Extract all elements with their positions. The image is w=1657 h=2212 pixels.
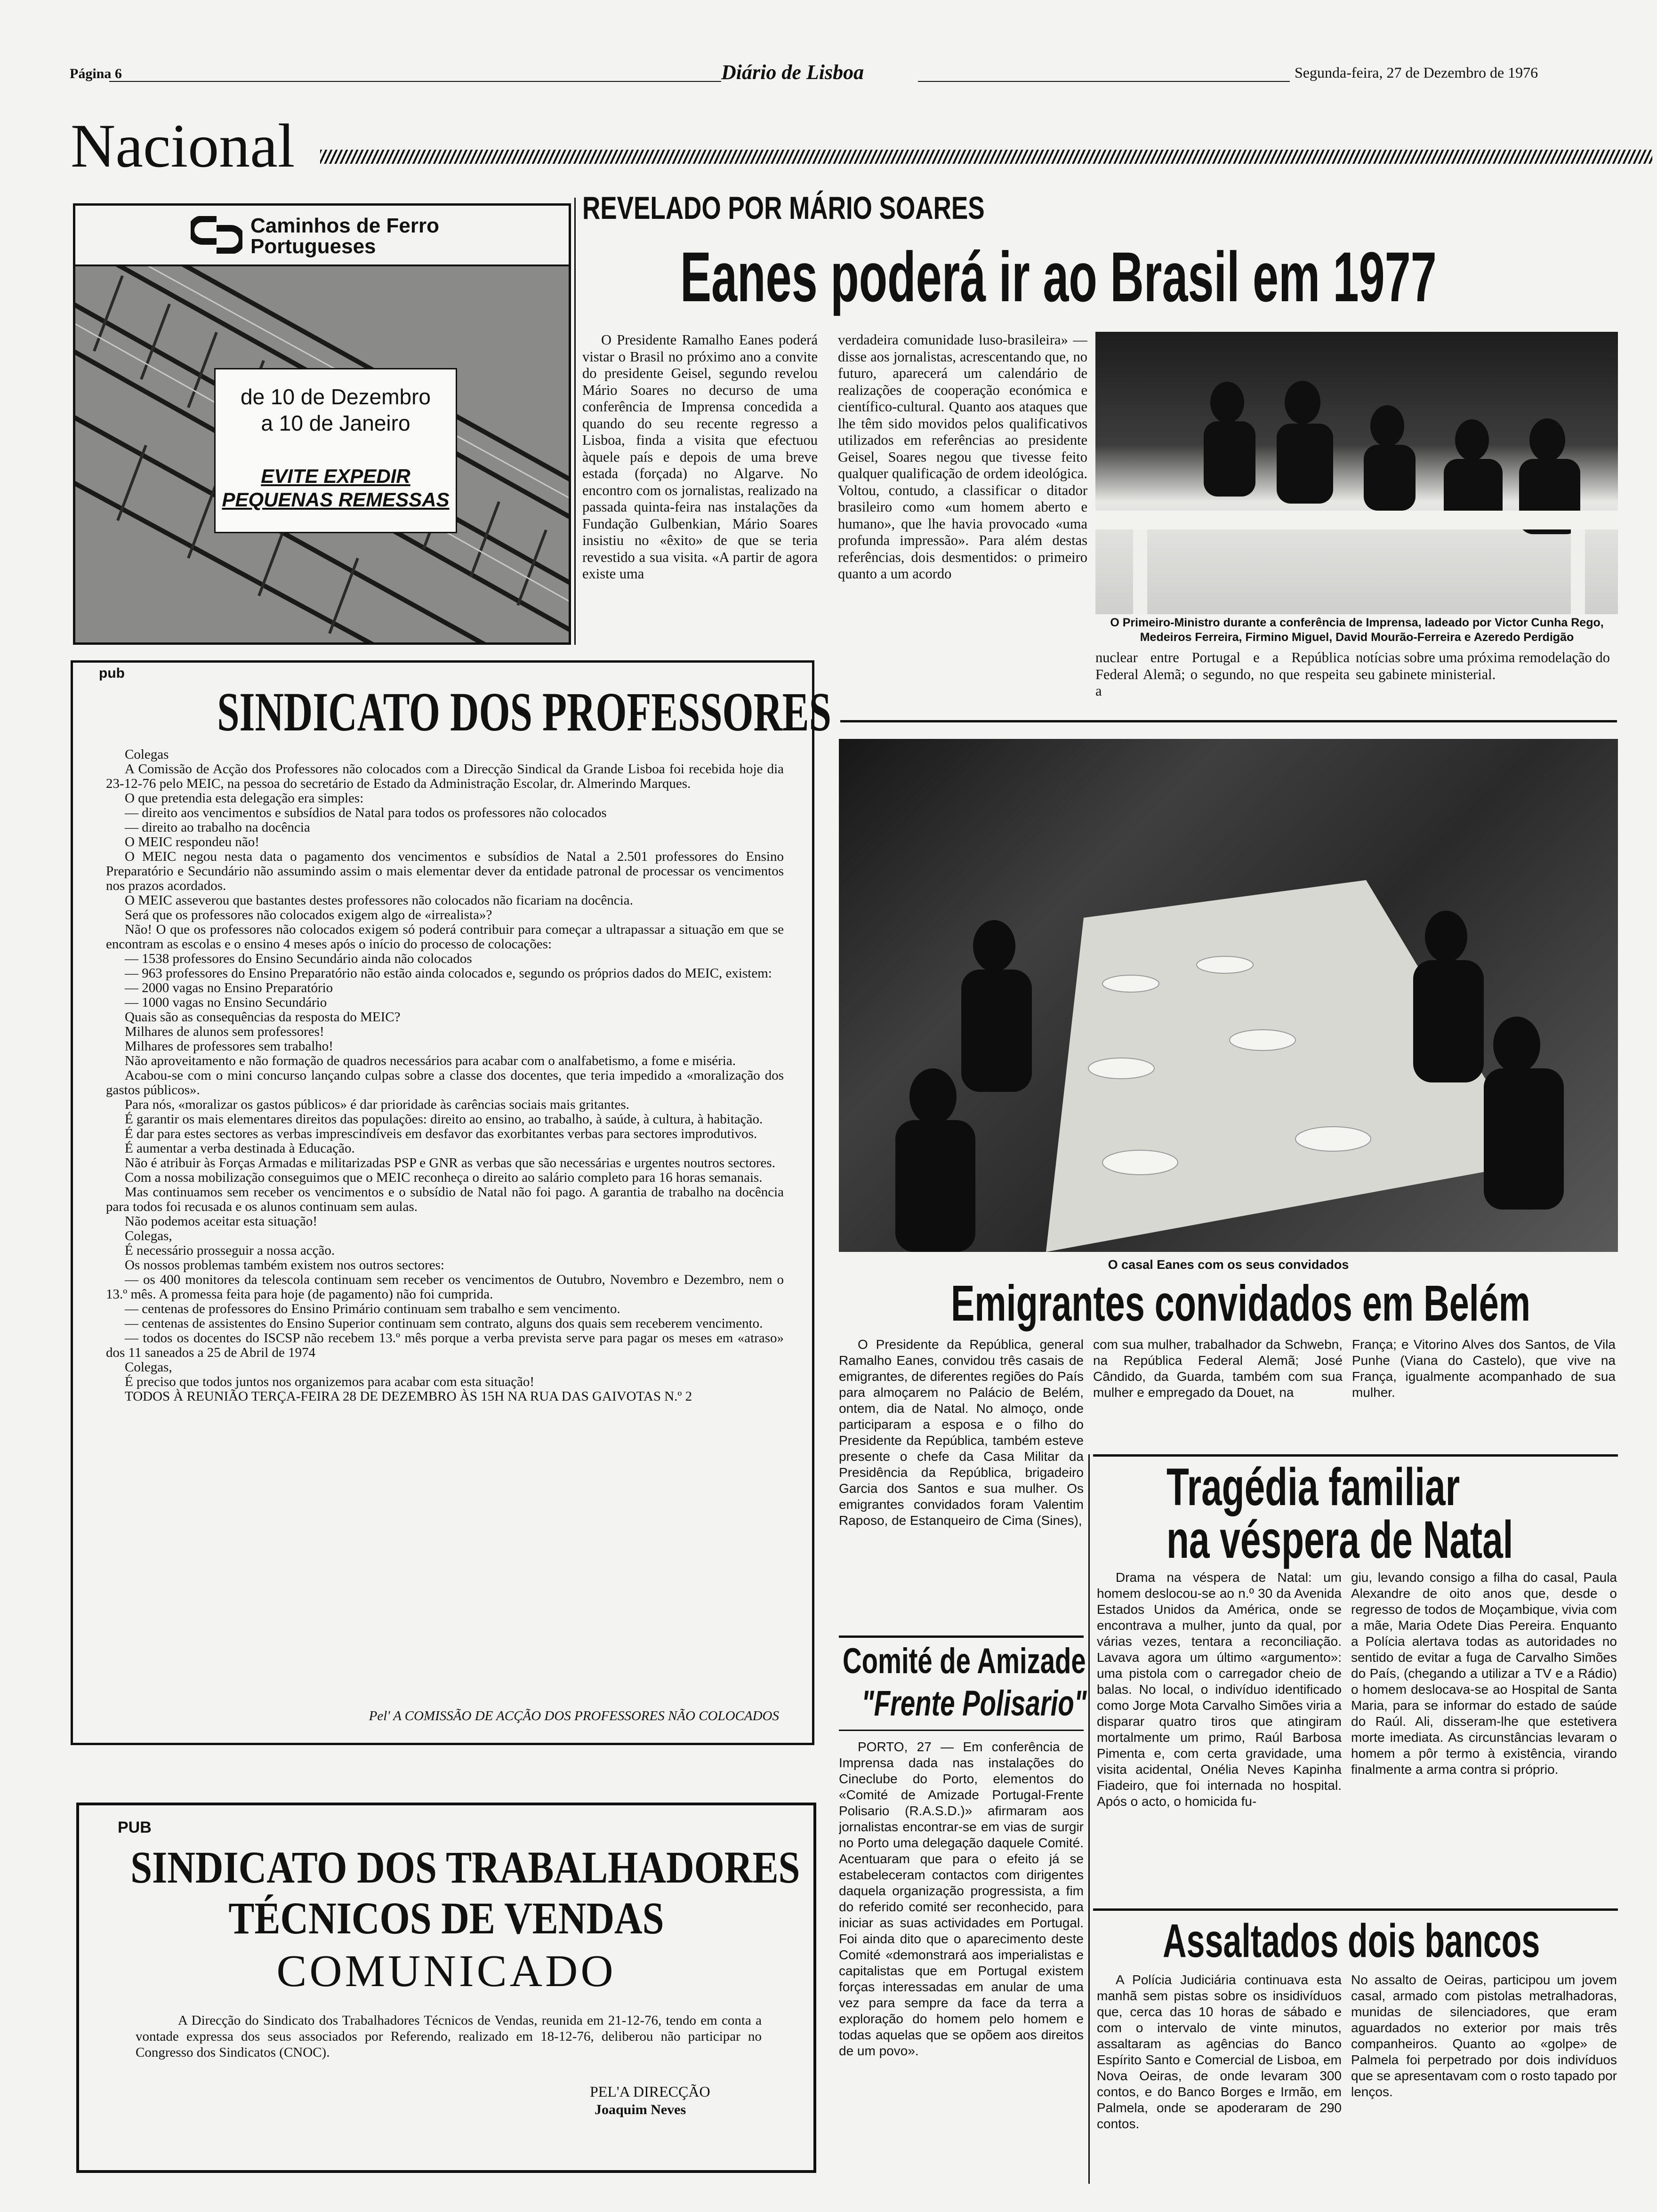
eanes-col4-text: notícias sobre uma próxima remodelação do seu gabinete ministerial.: [1356, 649, 1610, 682]
eanes-col4: [1356, 649, 1610, 701]
sp-ad-para: Colegas: [125, 747, 169, 762]
cp-brand-line1: Caminhos de Ferro: [250, 214, 439, 237]
sp-ad-para: Não! O que os professores não colocados exigem só poderá contribuir para começar a ultrapassar a situação em que se encontram as escolas e o ensino 4 meses após o início do processo de colocações:: [106, 922, 784, 952]
rule-right-3: [1093, 1908, 1618, 1911]
sp-ad-para: Não aproveitamento e não formação de quadros necessários para acabar com o analfabetismo, a fome e miséria.: [125, 1053, 736, 1068]
sp-ad-para: — 2000 vagas no Ensino Preparatório: [125, 980, 333, 995]
stv-ad-title1: SINDICATO DOS TRABALHADORES: [130, 1842, 800, 1892]
stv-ad: [76, 1803, 816, 2173]
sp-ad-para: É aumentar a verba destinada à Educação.: [125, 1141, 355, 1156]
tragedia-col1: [1097, 1570, 1342, 1897]
eanes-kicker: REVELADO POR MÁRIO SOARES: [582, 190, 985, 226]
cp-warn-line2: PEQUENAS REMESSAS: [222, 489, 450, 511]
tragedia-headline1: Tragédia familiar: [1166, 1458, 1460, 1516]
cp-dates-line2: a 10 de Janeiro: [261, 411, 410, 435]
eanes-col1: [582, 332, 818, 642]
sp-ad-para: — todos os docentes do ISCSP não recebem 13.º mês porque a verba prevista serve para pagar os meses em «atraso» dos 11 saneados a 25 de Abril de 1974: [106, 1330, 784, 1360]
sp-ad-para: O MEIC respondeu não!: [125, 834, 259, 850]
sp-ad-para: Mas continuamos sem receber os vencimentos e o subsídio de Natal não foi pago. A garantia de trabalho na docência para todos foi recusada e os alunos continuam sem aulas.: [106, 1185, 784, 1214]
sp-ad-para: É dar para estes sectores as verbas imprescindíveis em desfavor das exorbitantes verbas para sectores improdutivos.: [125, 1126, 757, 1141]
masthead: Diário de Lisboa: [721, 61, 864, 84]
polisario-headline1: Comité de Amizade: [843, 1641, 1086, 1681]
sp-ad-para: Será que os professores não colocados exigem algo de «irrealista»?: [125, 907, 492, 922]
cp-dates-line1: de 10 de Dezembro: [240, 385, 431, 409]
sp-ad-para: É garantir os mais elementares direitos das populações: direito ao ensino, ao trabalho, à saúde, à cultura, à habitação.: [125, 1112, 763, 1127]
sp-ad-para: Milhares de professores sem trabalho!: [125, 1039, 333, 1054]
sp-ad-tag: pub: [99, 665, 125, 681]
eanes-photo: [1095, 332, 1618, 614]
dinner-table-scene: [839, 739, 1618, 1252]
sp-ad-para: — os 400 monitores da telescola continuam sem receber os vencimentos de Outubro, Novembro e Dezembro, nem o 13.º mês. A promessa feita para hoje (de pagamento) não foi cumprida.: [106, 1272, 784, 1302]
cp-ad: [73, 203, 571, 645]
sp-ad-para: — centenas de professores do Ensino Primário continuam sem trabalho e sem vencimento.: [125, 1301, 620, 1316]
cp-warn-line1: EVITE EXPEDIR: [261, 465, 410, 487]
eanes-photo-caption: O Primeiro-Ministro durante a conferência de Imprensa, ladeado por Victor Cunha Rego, Medeiros Ferreira, Firmino Miguel, David Mourão-Ferreira e Azeredo Perdigão: [1110, 616, 1604, 644]
sp-ad-para: Colegas,: [125, 1360, 172, 1375]
emigrantes-col3-text: França; e Vitorino Alves dos Santos, de Vila Punhe (Viana do Castelo), que vive na França, igualmente acompanhado de sua mulher.: [1352, 1337, 1616, 1400]
assaltos-col2-text: No assalto de Oeiras, participou um jovem casal, armado com pistolas metralhadoras, munidas de silenciadores, que eram aguardados no exterior por mais três companheiros. Quanto ao «golpe» de Palmela foi perpetrado por dois indivíduos que se apresentavam com o rosto tapado por lenços.: [1351, 1972, 1617, 2099]
sp-ad-para: Com a nossa mobilização conseguimos que o MEIC reconheça o direito ao salário completo para 16 horas semanais.: [125, 1170, 763, 1185]
stv-ad-tag: PUB: [118, 1819, 152, 1836]
rule-left-2: [839, 1730, 1084, 1731]
header-rule-right: [918, 81, 1290, 82]
cp-brand-line2: Portugueses: [250, 235, 376, 258]
eanes-headline: Eanes poderá ir ao Brasil em 1977: [680, 237, 1437, 316]
sp-ad-para: O MEIC asseverou que bastantes destes professores não colocados não ficariam na docência.: [125, 893, 633, 908]
emigrantes-col3: [1352, 1337, 1616, 1450]
sp-ad-para: — direito ao trabalho na docência: [125, 820, 310, 835]
tragedia-col2: [1351, 1570, 1617, 1897]
eanes-col1-text: O Presidente Ramalho Eanes poderá vistar o Brasil no próximo ano a convite do presidente Geisel, segundo revelou Mário Soares no decurso de uma conferência de Imprensa concedida a quando do seu recente regresso a Lisboa, finda a visita que efectuou àquele país e depois de uma breve estada (forçada) no Algarve. No encontro com os jornalistas, realizado na passada quinta-feira nas instalações da Fundação Gulbenkian, Mário Soares insistiu no «êxito» de que se teria revestido a sua visita. «A partir de agora existe uma: [582, 332, 818, 582]
tragedia-col2-text: giu, levando consigo a filha do casal, Paula Alexandre de oito anos que, desde o regresso de todos de Moçambique, vivia com a mãe, Maria Odete Dias Pereira. Enquanto a Polícia alertava todas as autoridades no sentido de evitar a fuga de Carvalho Simões do País, (chegando a utilizar a TV e a Rádio) o homem deslocava-se ao Hospital de Santa Maria, para se informar do estado de saúde do Raúl. Ali, disseram-lhe que estetivera morte imediata. As circunstâncias levaram o homem a pôr termo à existência, virando finalmente a arma contra si próprio.: [1351, 1570, 1617, 1777]
rule-right-2: [1093, 1454, 1618, 1457]
eanes-col3-text: nuclear entre Portugal e a República Federal Alemã; o segundo, no que respeita a: [1095, 649, 1350, 699]
sp-ad-para: É preciso que todos juntos nos organizemos para acabar com esta situação!: [125, 1374, 534, 1389]
sp-ad-para: Quais são as consequências da resposta do MEIC?: [125, 1010, 401, 1025]
column-rule-mid: [1088, 1454, 1090, 2184]
stv-ad-sign2: Joaquim Neves: [595, 2102, 686, 2117]
eanes-col3: [1095, 649, 1350, 701]
stv-ad-sign1: PEL'A DIRECÇÃO: [590, 2083, 710, 2100]
assaltos-col1: [1097, 1972, 1342, 2188]
eanes-col2: [838, 332, 1087, 699]
sp-ad: [71, 660, 831, 1745]
section-hatch: [320, 150, 1652, 164]
sp-ad-para: Colegas,: [125, 1228, 172, 1243]
sp-ad-body: [106, 747, 784, 1404]
stv-ad-title3: COMUNICADO: [276, 1946, 616, 1996]
press-conference-figures: [1095, 332, 1618, 614]
sp-ad-para: O que pretendia esta delegação era simples:: [125, 791, 364, 806]
sp-ad-para: Para nós, «moralizar os gastos públicos» é dar prioridade às carências sociais mais gritantes.: [125, 1097, 629, 1112]
stv-ad-body: [136, 2012, 762, 2060]
sp-ad-para: Os nossos problemas também existem nos outros sectores:: [125, 1258, 444, 1273]
emigrantes-col1-text: O Presidente da República, general Ramalho Eanes, convidou três casais de emigrantes, de diferentes regiões do País para almoçarem no Palácio de Belém, ontem, dia de Natal. No almoço, onde participaram a esposa e o filho do Presidente da República, também esteve presente o chefe da Casa Militar da Presidência da República, brigadeiro Garcia dos Santos e sua mulher. Os emigrantes convidados foram Valentim Raposo, de Estanqueiro de Cima (Sines),: [839, 1337, 1084, 1528]
sp-ad-title: SINDICATO DOS PROFESSORES: [217, 681, 831, 743]
sp-ad-para: Não é atribuir às Forças Armadas e militarizadas PSP e GNR as verbas que são necessárias e urgentes noutros sectores.: [125, 1155, 775, 1170]
sp-ad-para: A Comissão de Acção dos Professores não colocados com a Direcção Sindical da Grande Lisboa foi recebida hoje dia 23-12-76 pelo MEIC, na pessoa do secretário de Estado da Administração Escolar, dr. Almerindo Marques.: [106, 761, 784, 791]
sp-ad-para: Não podemos aceitar esta situação!: [125, 1214, 318, 1229]
polisario-body: [839, 1739, 1084, 2191]
stv-ad-title2: TÉCNICOS DE VENDAS: [228, 1893, 664, 1943]
cp-logo-icon: [191, 216, 242, 254]
sp-ad-para: Milhares de alunos sem professores!: [125, 1024, 324, 1039]
polisario-headline2: "Frente Polisario": [861, 1683, 1087, 1723]
cp-dates-box: [214, 368, 457, 533]
emigrantes-col2-text: com sua mulher, trabalhador da Schwebn, na República Federal Alemã; José Cândido, da Guarda, também com sua mulher e empregado da Douet, na: [1093, 1337, 1343, 1400]
sp-ad-para: — centenas de assistentes do Ensino Superior continuam sem contrato, alguns dos quais sem receberem vencimento.: [125, 1316, 763, 1331]
rule-left-1: [839, 1635, 1084, 1638]
rule-right-1: [840, 720, 1617, 722]
sp-ad-signature: Pel' A COMISSÃO DE ACÇÃO DOS PROFESSORES NÃO COLOCADOS: [369, 1708, 779, 1723]
assaltos-headline: Assaltados dois bancos: [1163, 1915, 1540, 1967]
sp-ad-para: — 1538 professores do Ensino Secundário ainda não colocados: [125, 951, 472, 966]
sp-ad-para: Acabou-se com o mini concurso lançando culpas sobre a classe dos docentes, que teria impedido a «moralização dos gastos públicos».: [106, 1068, 784, 1098]
emigrantes-col1: [839, 1337, 1084, 1638]
emigrantes-col2: [1093, 1337, 1343, 1450]
assaltos-col2: [1351, 1972, 1617, 2188]
sp-ad-para: TODOS À REUNIÃO TERÇA-FEIRA 28 DE DEZEMBRO ÀS 15H NA RUA DAS GAIVOTAS N.º 2: [125, 1389, 692, 1404]
tragedia-headline2: na véspera de Natal: [1166, 1510, 1513, 1569]
polisario-body-text: PORTO, 27 — Em conferência de Imprensa dada nas instalações do Cineclube do Porto, elementos do «Comité de Amizade Portugal-Frente Polisario (R.A.S.D.)» afirmaram aos jornalistas encontrar-se em vias de surgir no Porto uma delegação daquele Comité. Acentuaram que para o efeito já se estabeleceram contactos com dirigentes daquela organização progressista, a fim do referido comité ser reconhecido, para iniciar as suas actividades em Portugal. Foi ainda dito que o aparecimento deste Comité «demonstrará aos imperialistas e capitalistas que em Portugal existem forças interessadas em anular de uma vez para sempre da face da terra a exploração do homem pelo homem e todas aquelas que se opõem aos direitos de um povo».: [839, 1739, 1084, 2058]
column-rule-top: [574, 198, 576, 645]
sp-ad-para: — 1000 vagas no Ensino Secundário: [125, 995, 327, 1010]
page-number: Página 6: [70, 66, 122, 81]
section-title: Nacional: [71, 111, 295, 180]
stv-ad-body-text: A Direcção do Sindicato dos Trabalhadores Técnicos de Vendas, reunida em 21-12-76, tendo em conta a vontade expressa dos seus associados por Referendo, realizado em 18-12-76, deliberou não participar no Congresso dos Sindicatos (CNOC).: [136, 2013, 762, 2060]
eanes-col2-text: verdadeira comunidade luso-brasileira» — disse aos jornalistas, acrescentando que, no futuro, aparecerá um calendário de realizações de cooperação económica e científico-cultural. Quanto aos ataques que lhe têm sido movidos pelos qualificativos utilizados em referências ao presidente Geisel, Soares negou que tivesse feito qualquer qualificação de ordem ideológica. Voltou, contudo, a classificar o ditador brasileiro como «um homem aberto e humano», que lhe havia provocado «uma profunda impressão». Para além destas referências, dois desmentidos: o primeiro quanto a um acordo: [838, 332, 1087, 582]
sp-ad-para: — 963 professores do Ensino Preparatório não estão ainda colocados e, segundo os próprios dados do MEIC, existem:: [125, 966, 772, 981]
sp-ad-para: — direito aos vencimentos e subsídios de Natal para todos os professores não colocados: [125, 805, 607, 820]
sp-ad-para: O MEIC negou nesta data o pagamento dos vencimentos e subsídios de Natal a 2.501 professores do Ensino Preparatório e Secundário não assumindo assim o mais elementar dever da entidade patronal de processar os vencimentos nos prazos acordados.: [106, 849, 784, 893]
assaltos-col1-text: A Polícia Judiciária continuava esta manhã sem pistas sobre os insidivíduos que, cerca das 10 horas de sábado e com o intervalo de vinte minutos, assaltaram as agências do Banco Espírito Santo e Comercial de Lisboa, em Nova Oeiras, de onde levaram 300 contos, e do Banco Borges e Irmão, em Palmela, onde se apoderaram de 290 contos.: [1097, 1972, 1342, 2131]
emigrantes-headline: Emigrantes convidados em Belém: [951, 1274, 1531, 1331]
emigrantes-photo-caption: O casal Eanes com os seus convidados: [1108, 1258, 1349, 1272]
header-rule-left: [109, 81, 721, 82]
sp-ad-para: É necessário prosseguir a nossa acção.: [125, 1243, 335, 1258]
emigrantes-photo: [839, 739, 1618, 1252]
page-date: Segunda-feira, 27 de Dezembro de 1976: [1295, 64, 1538, 81]
tragedia-col1-text: Drama na véspera de Natal: um homem deslocou-se ao n.º 30 da Avenida Estados Unidos da América, onde se encontrava a mulher, junto da qual, por várias vezes, tentara a reconciliação. Lavava agora um último «argumento»: uma pistola com o carregador cheio de balas. No local, o indivíduo identificado como Jorge Mota Carvalho Simões viria a disparar quatro tiros que atingiram mortalmente um primo, Raúl Barbosa Pimenta e, com certa gravidade, uma visita acidental, Onélia Neves Kapinha Fiadeiro, que foi internada no hospital. Após o acto, o homicida fu-: [1097, 1570, 1342, 1809]
